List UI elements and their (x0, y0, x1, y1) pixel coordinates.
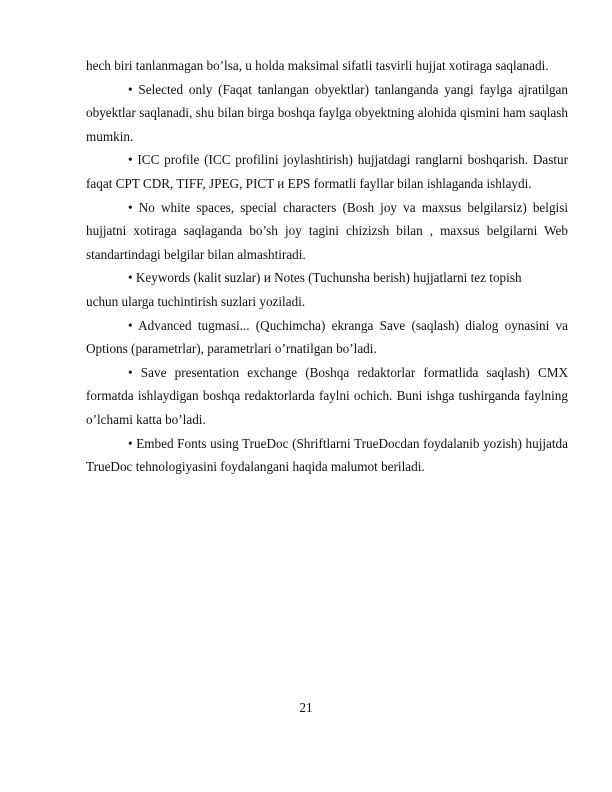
paragraph-continuation: hech biri tanlanmagan bo’lsa, u holda maksimal sifatli tasvirli hujjat xotiraga saqlanadi. (86, 58, 549, 73)
paragraph-selected-only: • Selected only (Faqat tanlangan obyektlar) tanlanganda yangi faylga ajratilgan obyektlar saqlanadi, shu bilan birga boshqa faylga obyektning alohida qismini ham saqlash mumkin. (86, 81, 568, 144)
paragraph-no-white-spaces: • No white spaces, special characters (Bosh joy va maxsus belgilarsiz) belgisi hujjatni xotiraga saqlaganda bo’sh joy tagini chizizsh bilan , maxsus belgilarni Web standartindagi belgilar bilan almashtiradi. (86, 199, 568, 262)
paragraph-advanced: • Advanced tugmasi... (Quchimcha) ekranga Save (saqlash) dialog oynasini va Options (parametrlar), parametrlari o’rnatilgan bo’ladi. (86, 317, 568, 357)
document-body (86, 54, 568, 479)
paragraph-keywords: • Keywords (kalit suzlar) и Notes (Tuchunsha berish) hujjatlarni tez topish (128, 270, 522, 286)
paragraph-icc-profile: • ICC profile (ICC profilini joylashtirish) hujjatdagi ranglarni boshqarish. Dastur faqat CPT CDR, TIFF, JPEG, PICT и EPS formatli fayllar bilan ishlaganda ishlaydi. (86, 152, 568, 191)
paragraph-save-presentation: • Save presentation exchange (Boshqa redaktorlar formatlida saqlash) CMX formatda ishlaydigan boshqa redaktorlarda faylni ochich. Buni ishga tushirganda faylning o’lchami katta bo’ladi. (86, 364, 568, 427)
paragraph-embed-fonts: • Embed Fonts using TrueDoc (Shriftlarni TrueDocdan foydalanib yozish) hujjatda TrueDoc tehnologiyasini foydalangani haqida malumot beriladi. (86, 435, 568, 475)
page-number: 21 (299, 700, 313, 715)
paragraph-keywords-continuation: uchun ularga tuchintirish suzlari yoziladi. (86, 293, 306, 309)
